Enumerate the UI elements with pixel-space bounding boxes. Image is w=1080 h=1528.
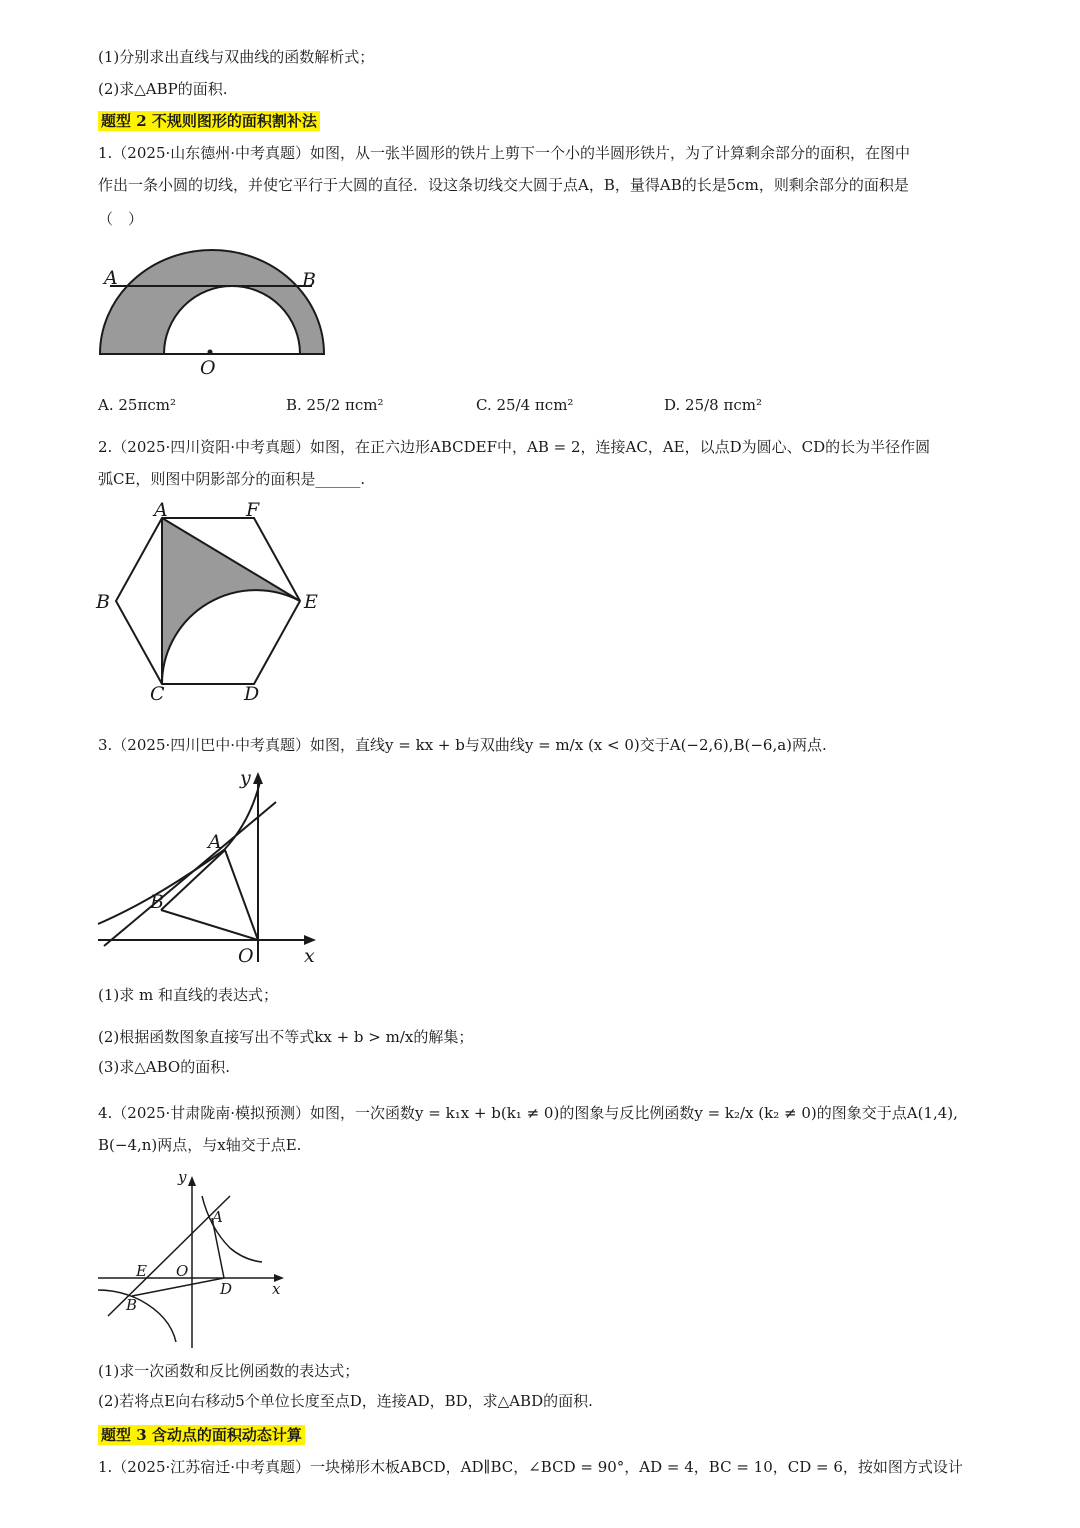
q2-text-line2: 弧CE，则图中阴影部分的面积是______. — [98, 470, 366, 488]
q2-label-a: A — [154, 499, 168, 521]
q3-x-arrow — [304, 935, 316, 945]
q3-label-o: O — [238, 945, 254, 967]
q4-segment-bd — [132, 1278, 224, 1296]
q2-label-c: C — [150, 683, 165, 705]
q3-text-line1: 3.（2025·四川巴中·中考真题）如图，直线y = kx + b与双曲线y = m/x (x < 0)交于A(−2,6),B(−6,a)两点. — [98, 736, 827, 754]
q4-graph-figure — [94, 1166, 294, 1356]
q2-label-b: B — [96, 591, 110, 613]
section3-header-text: 题型 3 含动点的面积动态计算 — [98, 1425, 305, 1445]
q2-label-e: E — [304, 591, 318, 613]
q1-option-b[interactable]: B. 25/2 πcm² — [286, 396, 384, 414]
q4-part2: (2)若将点E向右移动5个单位长度至点D，连接AD，BD，求△ABD的面积. — [98, 1392, 593, 1410]
section2-header-text: 题型 2 不规则图形的面积割补法 — [98, 111, 320, 131]
q-prev-part2: (2)求△ABP的面积. — [98, 80, 228, 98]
q4-text-line1: 4.（2025·甘肃陇南·模拟预测）如图，一次函数y = k₁x + b(k₁ ≠ 0)的图象与反比例函数y = k₂/x (k₂ ≠ 0)的图象交于点A(1,4), — [98, 1104, 958, 1122]
q1-label-a: A — [104, 267, 118, 289]
q4-text-line2: B(−4,n)两点，与x轴交于点E. — [98, 1136, 302, 1154]
q4-label-b: B — [126, 1296, 138, 1314]
q3-y-arrow — [253, 772, 263, 784]
q-prev-part1: (1)分别求出直线与双曲线的函数解析式； — [98, 48, 375, 66]
q2-label-f: F — [246, 499, 260, 521]
q3-part2: (2)根据函数图象直接写出不等式kx + b > m/x的解集； — [98, 1028, 474, 1046]
q3-graph-figure — [94, 766, 334, 966]
q4-segment-ad — [212, 1218, 224, 1278]
q1-center-point — [208, 350, 213, 355]
q4-label-o: O — [176, 1262, 189, 1280]
q3-label-x: x — [304, 945, 315, 967]
q1-text-line2: 作出一条小圆的切线，并使它平行于大圆的直径．设这条切线交大圆于点A，B，量得AB的长是5cm，则剩余部分的面积是 — [98, 176, 909, 194]
q2-label-d: D — [244, 683, 260, 705]
q3-part3: (3)求△ABO的面积. — [98, 1058, 230, 1076]
q3-label-y: y — [240, 767, 251, 789]
q4-hyperbola-branch-1 — [202, 1196, 262, 1262]
q5-text-line1: 1.（2025·江苏宿迁·中考真题）一块梯形木板ABCD，AD∥BC，∠BCD = 90°，AD = 4，BC = 10，CD = 6，按如图方式设计 — [98, 1458, 963, 1476]
q2-hexagon-figure — [94, 499, 334, 705]
q1-text-line1: 1.（2025·山东德州·中考真题）如图，从一张半圆形的铁片上剪下一个小的半圆形铁片，为了计算剩余部分的面积，在图中 — [98, 144, 911, 162]
q3-label-a: A — [208, 831, 222, 853]
q1-option-d[interactable]: D. 25/8 πcm² — [664, 396, 762, 414]
q4-label-e: E — [136, 1262, 147, 1280]
section2-header — [98, 110, 320, 132]
q2-shaded-region — [162, 518, 300, 684]
q1-text-line3: （ ） — [98, 210, 144, 228]
q4-label-x: x — [272, 1280, 281, 1298]
q4-label-d: D — [220, 1280, 233, 1298]
q4-label-y: y — [178, 1168, 187, 1186]
q3-part1: (1)求 m 和直线的表达式； — [98, 986, 279, 1004]
q3-segment-bo — [161, 910, 258, 940]
q1-label-b: B — [302, 269, 316, 291]
q4-part1: (1)求一次函数和反比例函数的表达式； — [98, 1362, 360, 1380]
q2-text-line1: 2.（2025·四川资阳·中考真题）如图，在正六边形ABCDEF中，AB = 2，连接AC，AE，以点D为圆心、CD的长为半径作圆 — [98, 438, 931, 456]
q3-segment-ao — [225, 850, 258, 940]
q1-option-c[interactable]: C. 25/4 πcm² — [476, 396, 574, 414]
q4-y-arrow — [188, 1176, 196, 1186]
q4-label-a: A — [212, 1208, 223, 1226]
q1-option-a[interactable]: A. 25πcm² — [98, 396, 176, 414]
q3-hyperbola — [98, 782, 260, 924]
q3-label-b: B — [150, 891, 164, 913]
q3-segment-ab — [161, 850, 225, 910]
section3-header — [98, 1424, 305, 1446]
q1-shaded-region — [100, 250, 324, 354]
q1-semicircle-figure — [90, 250, 350, 380]
q1-label-o: O — [200, 357, 216, 379]
